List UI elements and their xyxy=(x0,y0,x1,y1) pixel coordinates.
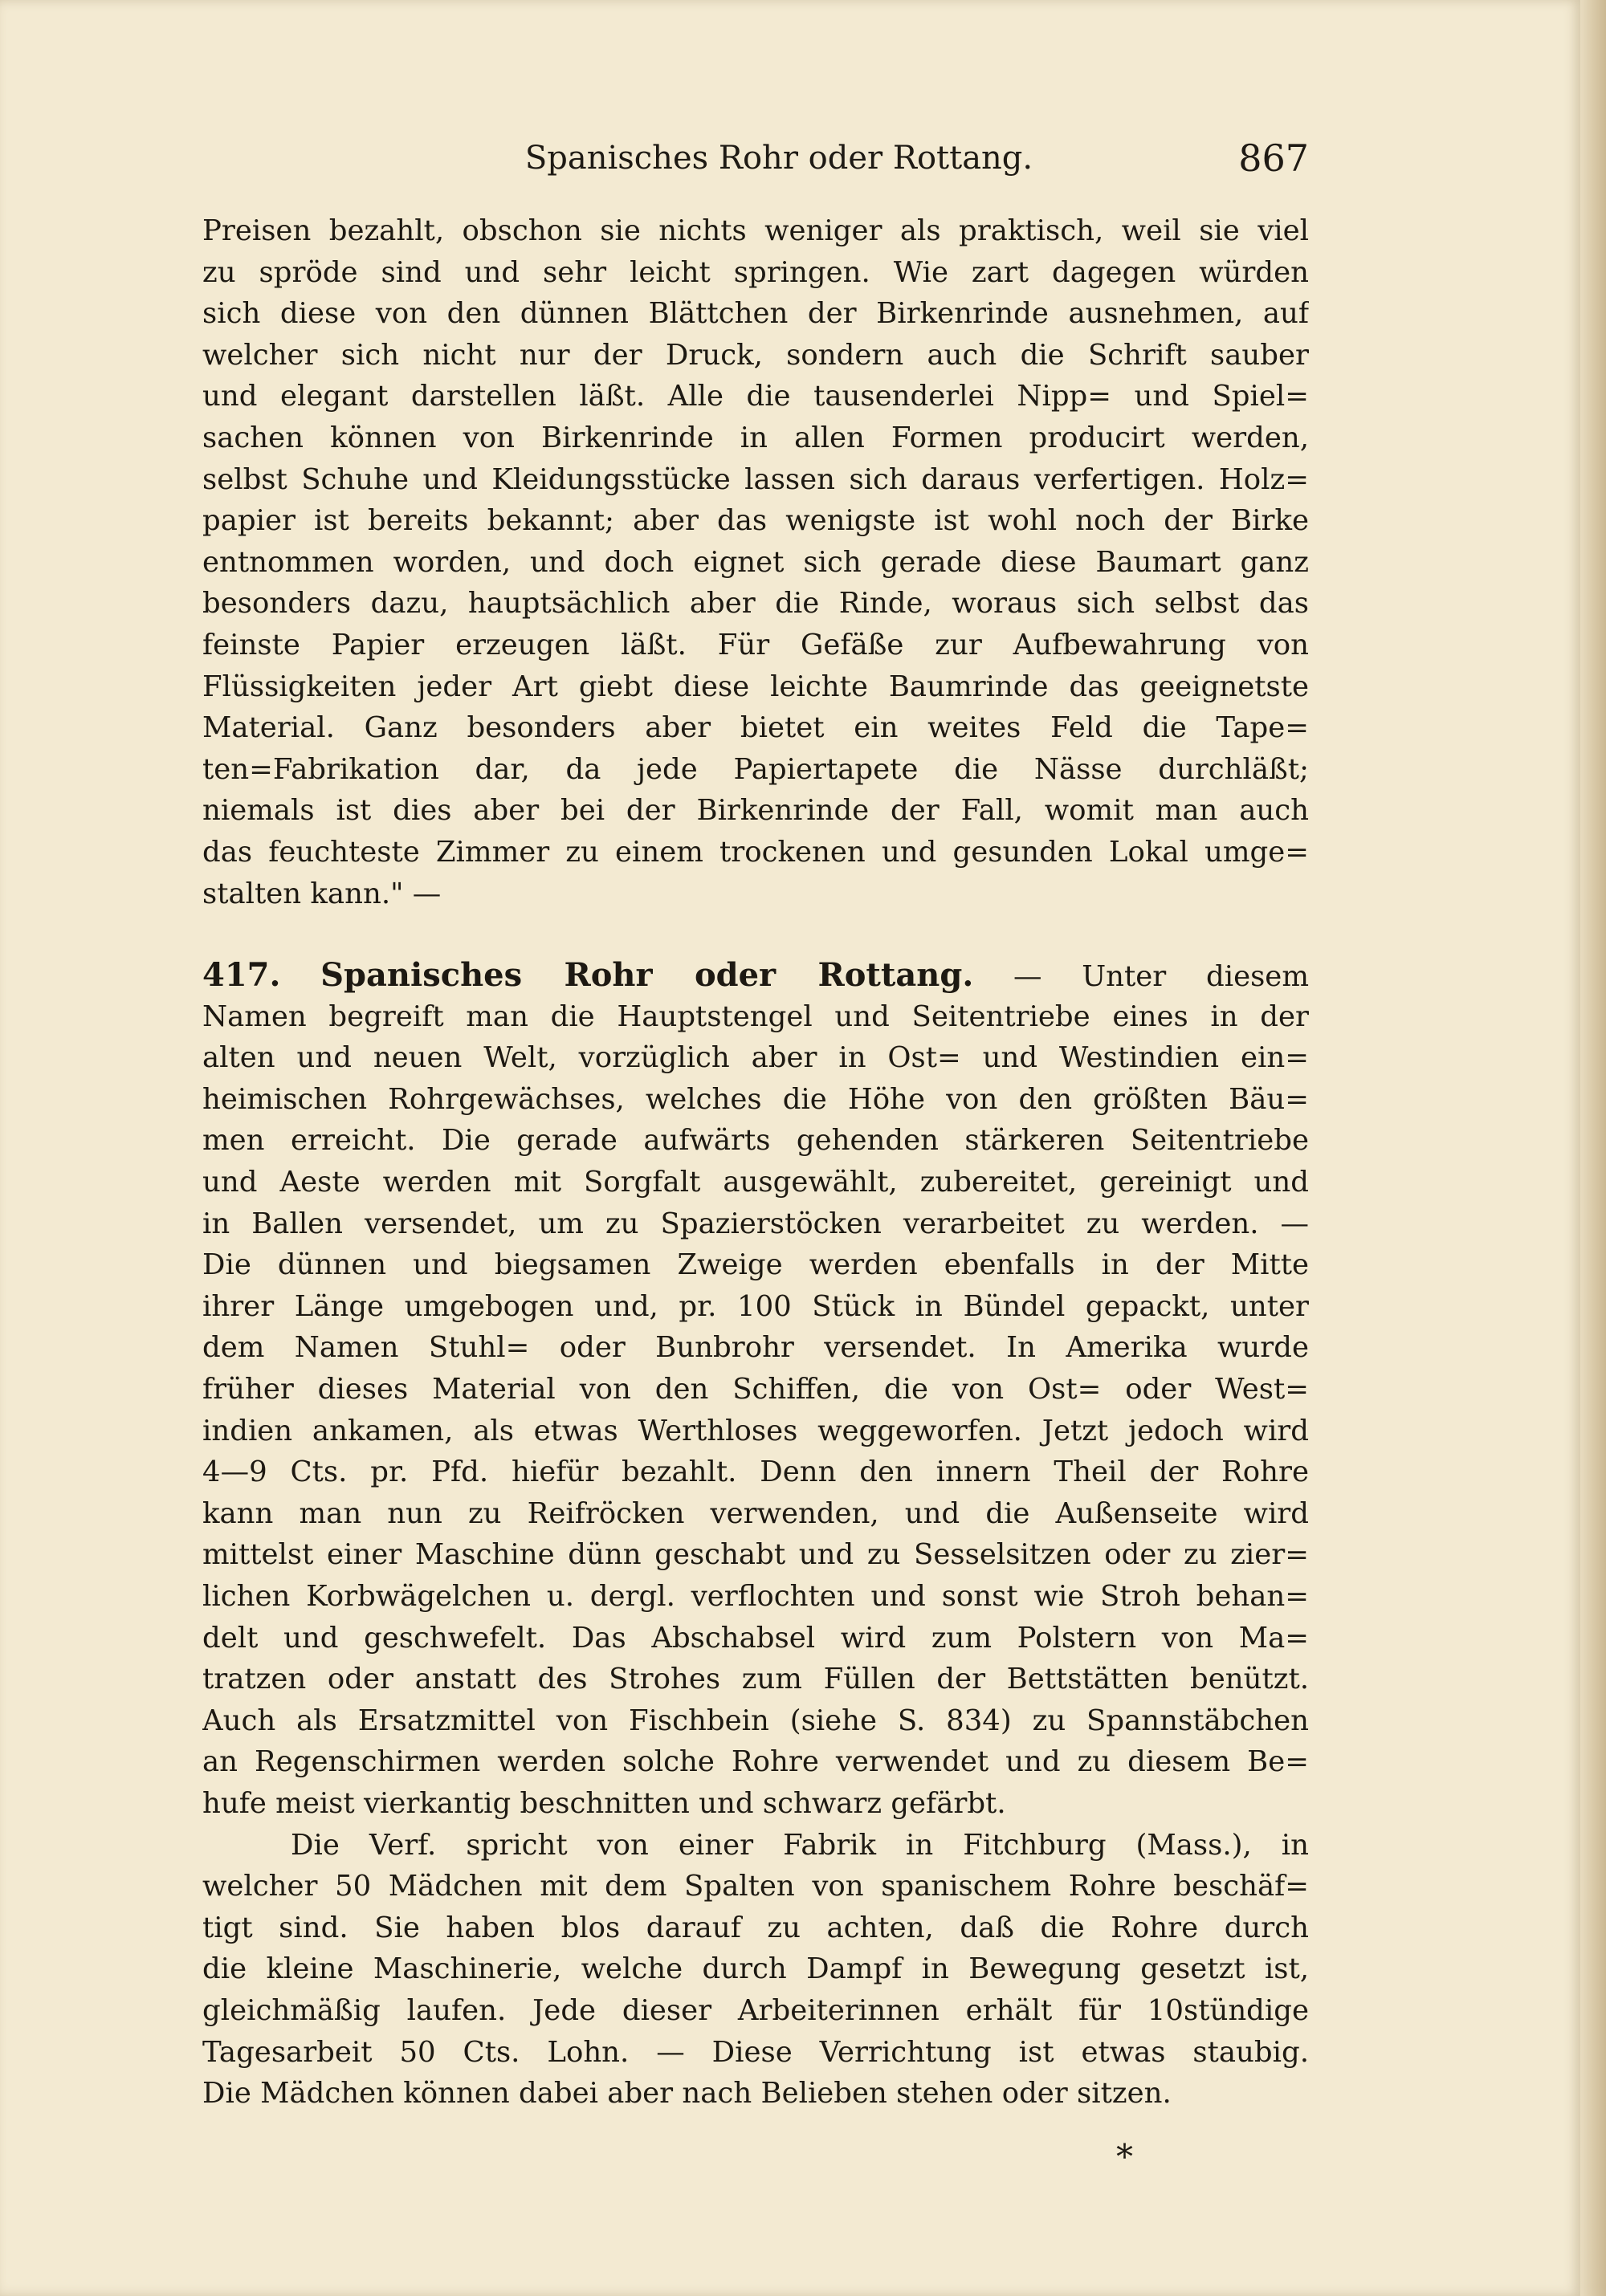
text-line: mittelst einer Maschine dünn geschabt und zu Sesselsitzen oder zu zier= xyxy=(202,1538,1309,1572)
text-line: 4—9 Cts. pr. Pfd. hiefür bezahlt. Denn den innern Theil der Rohre xyxy=(202,1455,1309,1489)
text-line: Die dünnen und biegsamen Zweige werden ebenfalls in der Mitte xyxy=(202,1248,1309,1282)
section-title: Spanisches Rohr oder Rottang. xyxy=(320,956,974,995)
text-line: und elegant darstellen läßt. Alle die tausenderlei Nipp= und Spiel= xyxy=(202,380,1309,413)
text-line: heimischen Rohrgewächses, welches die Höhe von den größten Bäu= xyxy=(202,1082,1309,1116)
text-line: gleichmäßig laufen. Jede dieser Arbeiterinnen erhält für 10stündige xyxy=(202,1993,1309,2027)
text-line: delt und geschwefelt. Das Abschabsel wird zum Polstern von Ma= xyxy=(202,1621,1309,1655)
text-line: die kleine Maschinerie, welche durch Dampf in Bewegung gesetzt ist, xyxy=(202,1952,1309,1986)
text-line: selbst Schuhe und Kleidungsstücke lassen sich daraus verfertigen. Holz= xyxy=(202,462,1309,496)
text-line: Namen begreift man die Hauptstengel und Seitentriebe eines in der xyxy=(202,999,1309,1033)
text-line: kann man nun zu Reifröcken verwenden, und die Außenseite wird xyxy=(202,1496,1309,1530)
running-title: Spanisches Rohr oder Rottang. xyxy=(524,140,1033,177)
text-line: Die Verf. spricht von einer Fabrik in Fitchburg (Mass.), in xyxy=(291,1828,1309,1862)
paragraph-3 xyxy=(202,1825,1309,2115)
text-line: ten=Fabrikation dar, da jede Papiertapete die Nässe durchläßt; xyxy=(202,752,1309,786)
text-line: hufe meist vierkantig beschnitten und schwarz gefärbt. xyxy=(202,1786,1006,1820)
paragraph-1 xyxy=(202,210,1309,914)
text-line: Die Mädchen können dabei aber nach Belieben stehen oder sitzen. xyxy=(202,2077,1172,2111)
text-line: indien ankamen, als etwas Werthloses weggeworfen. Jetzt jedoch wird xyxy=(202,1414,1309,1447)
text-line: feinste Papier erzeugen läßt. Für Gefäße zur Aufbewahrung von xyxy=(202,628,1309,662)
text-line: Material. Ganz besonders aber bietet ein weites Feld die Tape= xyxy=(202,711,1309,745)
footnote-mark: * xyxy=(1116,2137,1133,2176)
text-line: Auch als Ersatzmittel von Fischbein (siehe S. 834) zu Spannstäbchen xyxy=(202,1704,1309,1737)
text-line: welcher sich nicht nur der Druck, sondern auch die Schrift sauber xyxy=(202,338,1309,372)
text-line: das feuchteste Zimmer zu einem trockenen und gesunden Lokal umge= xyxy=(202,835,1309,869)
text-line: sachen können von Birkenrinde in allen Formen producirt werden, xyxy=(202,421,1309,454)
page-header xyxy=(201,135,1309,191)
text-line: entnommen worden, und doch eignet sich gerade diese Baumart ganz xyxy=(202,545,1309,579)
section-number: 417. xyxy=(202,956,281,995)
text-line: sich diese von den dünnen Blättchen der Birkenrinde ausnehmen, auf xyxy=(202,297,1309,331)
text-line: welcher 50 Mädchen mit dem Spalten von spanischem Rohre beschäf= xyxy=(202,1870,1309,1903)
paragraph-2 xyxy=(202,996,1309,1825)
text-line: papier ist bereits bekannt; aber das wenigste ist wohl noch der Birke xyxy=(202,504,1309,538)
page-number: 867 xyxy=(1238,136,1309,180)
text-line: früher dieses Material von den Schiffen, die von Ost= oder West= xyxy=(202,1373,1309,1407)
text-line: und Aeste werden mit Sorgfalt ausgewählt, zubereitet, gereinigt und xyxy=(202,1166,1309,1199)
text-line: Preisen bezahlt, obschon sie nichts weniger als praktisch, weil sie viel xyxy=(202,214,1309,247)
text-line: men erreicht. Die gerade aufwärts gehenden stärkeren Seitentriebe xyxy=(202,1124,1309,1158)
section-first-line: — Unter diesem xyxy=(1013,960,1309,994)
text-line: besonders dazu, hauptsächlich aber die Rinde, woraus sich selbst das xyxy=(202,587,1309,621)
text-line: Flüssigkeiten jeder Art giebt diese leichte Baumrinde das geeignetste xyxy=(202,670,1309,703)
text-line: Tagesarbeit 50 Cts. Lohn. — Diese Verrichtung ist etwas staubig. xyxy=(202,2035,1309,2069)
text-line: alten und neuen Welt, vorzüglich aber in Ost= und Westindien ein= xyxy=(202,1041,1309,1075)
text-line: in Ballen versendet, um zu Spazierstöcken verarbeitet zu werden. — xyxy=(202,1207,1309,1240)
text-line: zu spröde sind und sehr leicht springen. Wie zart dagegen würden xyxy=(202,255,1309,289)
text-line: niemals ist dies aber bei der Birkenrinde der Fall, womit man auch xyxy=(202,794,1309,828)
section-heading xyxy=(202,955,1309,996)
text-line: tigt sind. Sie haben blos darauf zu achten, daß die Rohre durch xyxy=(202,1911,1309,1944)
text-line: lichen Korbwägelchen u. dergl. verflochten und sonst wie Stroh behan= xyxy=(202,1580,1309,1613)
page-body xyxy=(202,210,1309,2115)
text-line: dem Namen Stuhl= oder Bunbrohr versendet. In Amerika wurde xyxy=(202,1331,1309,1365)
text-line: ihrer Länge umgebogen und, pr. 100 Stück in Bündel gepackt, unter xyxy=(202,1289,1309,1323)
text-line: an Regenschirmen werden solche Rohre verwendet und zu diesem Be= xyxy=(202,1745,1309,1779)
text-line: tratzen oder anstatt des Strohes zum Füllen der Bettstätten benützt. xyxy=(202,1663,1309,1696)
text-line: stalten kann." — xyxy=(202,877,442,910)
page-edge xyxy=(1580,0,1606,2296)
